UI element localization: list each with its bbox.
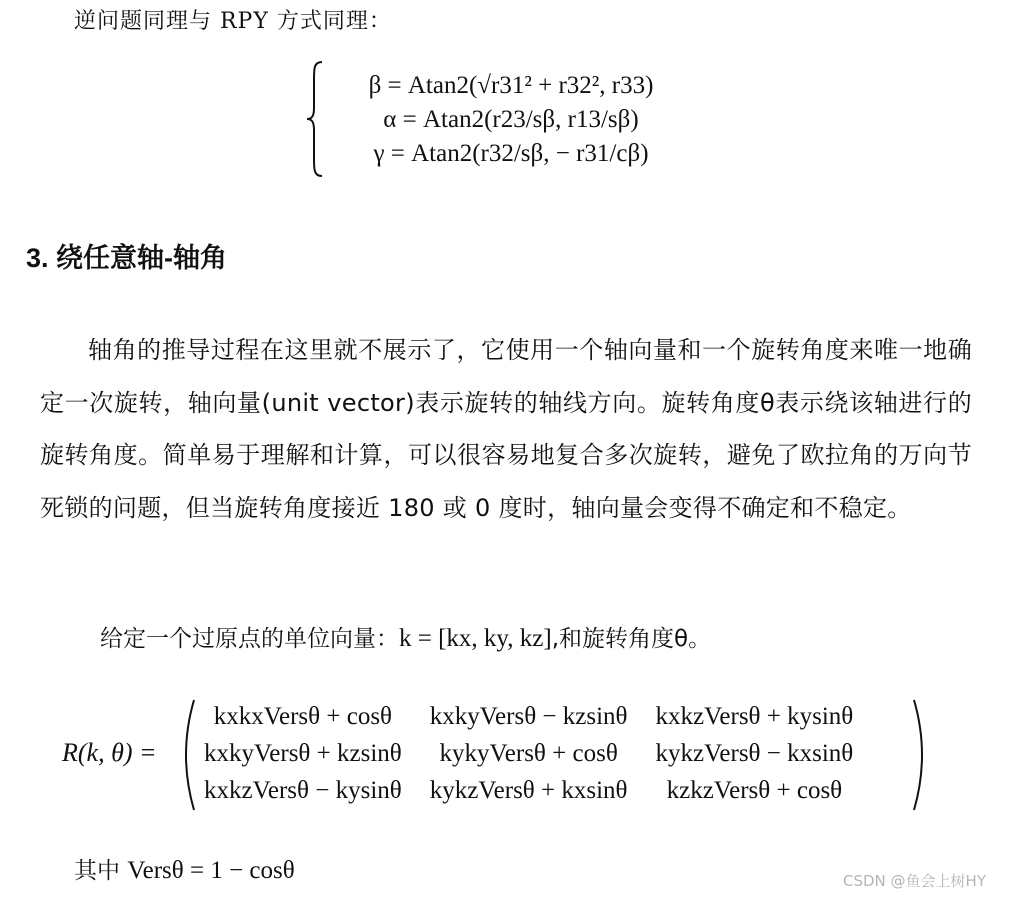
matrix-cell: kxkzVersθ − kysinθ	[204, 776, 402, 804]
matrix-cell: kxkxVersθ + cosθ	[213, 702, 393, 730]
given-text: 给定一个过原点的单位向量：	[100, 626, 399, 652]
matrix-cell: kxkyVersθ + kzsinθ	[204, 739, 402, 767]
matrix-cell: kykzVersθ + kxsinθ	[429, 776, 628, 804]
equation-beta: β = Atan2(√r31² + r32², r33)	[368, 72, 654, 99]
matrix-cell: kykyVersθ + cosθ	[439, 739, 618, 767]
section-heading: 3. 绕任意轴-轴角	[26, 243, 228, 273]
matrix-cell: kxkyVersθ − kzsinθ	[429, 702, 628, 730]
matrix-label: R(k, θ) =	[62, 738, 157, 767]
matrix-cell: kxkzVersθ + kysinθ	[655, 702, 854, 730]
matrix-row	[190, 735, 867, 772]
matrix-row	[190, 698, 867, 735]
given-line	[100, 620, 711, 653]
matrix-right-paren	[912, 698, 932, 812]
matrix-row	[190, 772, 867, 809]
watermark: CSDN @鱼会上树HY	[843, 872, 986, 890]
rotation-matrix	[190, 698, 867, 809]
equation-alpha: α = Atan2(r23/sβ, r13/sβ)	[383, 106, 639, 133]
note-line	[74, 852, 295, 885]
matrix-cell: kykzVersθ − kxsinθ	[655, 739, 854, 767]
given-vector: k = [kx, ky, kz]	[399, 625, 552, 652]
note-formula: Versθ = 1 − cosθ	[127, 857, 295, 884]
matrix-cell: kzkzVersθ + cosθ	[666, 776, 843, 804]
body-paragraph: 轴角的推导过程在这里就不展示了，它使用一个轴向量和一个旋转角度来唯一地确定一次旋转，轴向量(unit vector)表示旋转的轴线方向。旋转角度θ表示绕该轴进行的旋转角度。简单易于理解和计算，可以很容易地复合多次旋转，避免了欧拉角的万向节死锁的问题，但当旋转角度接近 180 或 0 度时，轴向量会变得不确定和不稳定。	[40, 336, 972, 522]
intro-text: 逆问题同理与 RPY 方式同理：	[74, 9, 392, 34]
note-prefix: 其中	[74, 858, 120, 884]
given-suffix: ,和旋转角度θ。	[551, 626, 712, 652]
equation-gamma: γ = Atan2(r32/sβ, − r31/cβ)	[373, 140, 649, 167]
